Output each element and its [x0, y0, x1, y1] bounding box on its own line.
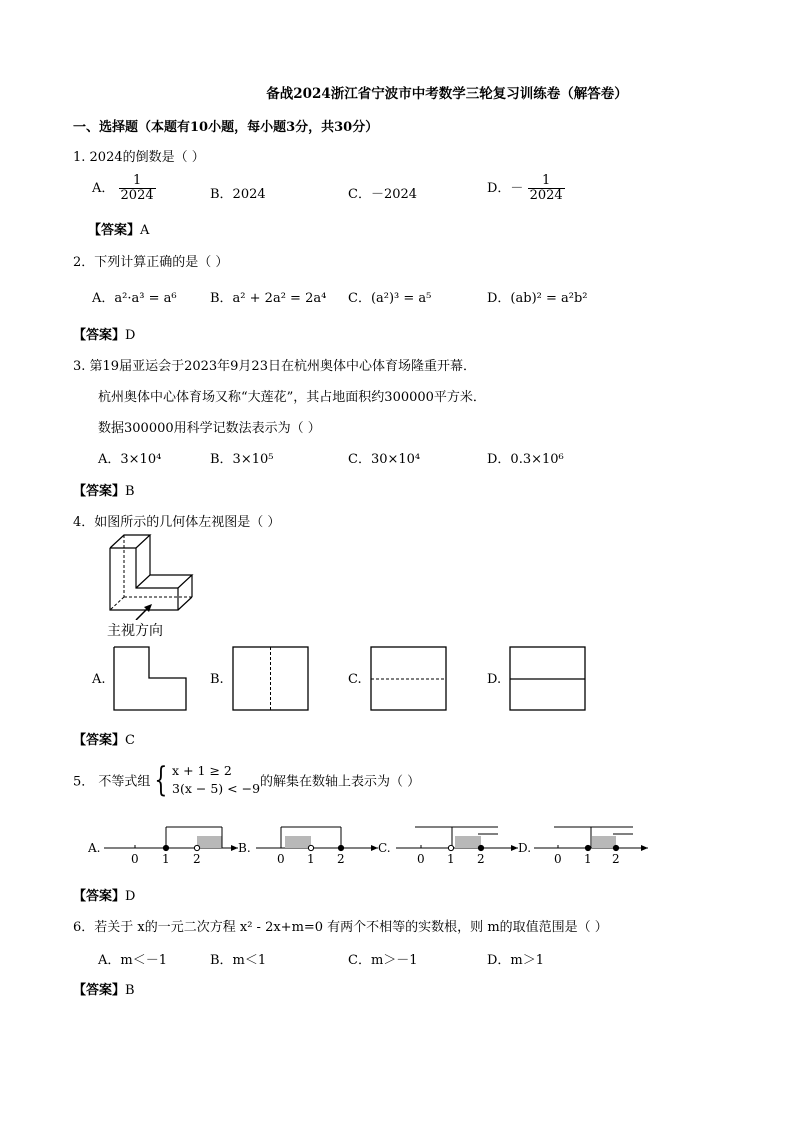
hidden-depth-edge [110, 597, 124, 610]
q5-option-label: D. [518, 841, 532, 855]
q4-option-a-figure [113, 646, 187, 711]
top-face-upper [110, 535, 150, 548]
q3-answer [73, 480, 135, 499]
q1-option-d-label: D．－ [487, 181, 524, 196]
q3-option-d: D．0.3×10⁶ [487, 452, 564, 467]
q4-option-d-label: D. [487, 672, 502, 687]
endpoint-dot [163, 845, 168, 850]
q1-option-d-fraction [528, 174, 565, 203]
q4-option-b-figure [232, 646, 309, 711]
q5-option-label: A. [88, 841, 101, 855]
endpoint-dot [448, 845, 453, 850]
question-3-line-2: 杭州奥体中心体育场又称“大莲花”，其占地面积约300000平方米． [98, 390, 486, 405]
q1-d-denominator: 2024 [529, 188, 563, 203]
q6-option-a: A．m＜－1 [98, 953, 167, 968]
question-2-stem: 2．下列计算正确的是（ ） [73, 255, 229, 270]
question-1-stem: 1. 2024的倒数是（ ） [73, 150, 205, 165]
section-heading: 一、选择题（本题有10小题，每小题3分，共30分） [73, 120, 379, 135]
q4-solid-figure [100, 528, 210, 620]
answer-prefix: 【答案】 [73, 889, 126, 904]
answer-prefix: 【答案】 [73, 983, 126, 998]
q5-stem-post: 的解集在数轴上表示为（ ） [260, 774, 421, 790]
arrow-head-icon [641, 845, 648, 851]
q5-inequality-system [172, 762, 260, 798]
question-4-stem: 4．如图所示的几何体左视图是（ ） [73, 515, 281, 530]
tick-label: 0 [131, 852, 139, 866]
q5-answer-value: D [125, 889, 136, 904]
question-6-stem: 6．若关于 x的一元二次方程 x² - 2x+m=0 有两个不相等的实数根，则 m的取值范围是（ ） [73, 920, 608, 935]
q1-option-d [487, 174, 565, 203]
q6-option-c: C．m＞－1 [348, 953, 418, 968]
solution-shade [592, 836, 616, 848]
q1-answer [88, 219, 149, 238]
q3-option-a: A．3×10⁴ [98, 452, 162, 467]
q3-answer-value: B [125, 484, 135, 499]
tick-label: 0 [277, 852, 285, 866]
q1-option-c: C．－2024 [348, 187, 418, 202]
endpoint-dot [478, 845, 483, 850]
q2-answer-value: D [125, 328, 136, 343]
answer-prefix: 【答案】 [88, 223, 141, 238]
q6-option-b: B．m＜1 [210, 953, 267, 968]
q5-option-label: C. [378, 841, 391, 855]
q5-stem-pre: 5． 不等式组 [73, 774, 151, 790]
q4-option-d-figure [509, 646, 586, 711]
q6-answer [73, 979, 135, 998]
q4-option-b-label: B. [210, 672, 224, 687]
q1-a-denominator: 2024 [120, 188, 154, 203]
endpoint-dot [613, 845, 618, 850]
q1-option-a-fraction [119, 174, 156, 203]
tick-label: 2 [612, 852, 620, 866]
endpoint-dot [585, 845, 590, 850]
q2-option-a: A．a²·a³ = a⁶ [92, 291, 177, 306]
arrow-head-icon [231, 845, 238, 851]
bottom-right-edge [178, 597, 192, 610]
tick-label: 1 [162, 852, 170, 866]
question-3-line-3: 数据300000用科学记数法表示为（ ） [98, 421, 321, 436]
answer-prefix: 【答案】 [73, 733, 126, 748]
q6-answer-value: B [125, 983, 135, 998]
solution-shade [285, 836, 311, 848]
q6-option-d: D．m＞1 [487, 953, 545, 968]
q3-option-b: B．3×10⁵ [210, 452, 274, 467]
q5-answer [73, 885, 135, 904]
endpoint-dot [194, 845, 199, 850]
q2-option-c: C．(a²)³ = a⁵ [348, 291, 432, 306]
tick-label: 0 [417, 852, 425, 866]
q1-option-b: B．2024 [210, 187, 266, 202]
answer-prefix: 【答案】 [73, 484, 126, 499]
top-face-lower [136, 575, 192, 588]
q1-option-a [92, 174, 156, 203]
answer-prefix: 【答案】 [73, 328, 126, 343]
q2-option-d: D．(ab)² = a²b² [487, 291, 588, 306]
q4-answer [73, 729, 135, 748]
q1-d-numerator: 1 [528, 174, 565, 189]
q4-option-c-figure [370, 646, 447, 711]
arrow-head-icon [371, 845, 378, 851]
solution-shade [197, 836, 222, 848]
tick-label: 2 [193, 852, 201, 866]
tick-label: 0 [554, 852, 562, 866]
question-3-line-1: 3. 第19届亚运会于2023年9月23日在杭州奥体中心体育场隆重开幕． [73, 359, 476, 374]
arrow-head-icon [511, 845, 518, 851]
q5-inequality-2: 3(x − 5) < −9 [172, 781, 261, 796]
brace-icon: { [154, 760, 168, 800]
q5-option-label: B. [238, 841, 251, 855]
tick-label: 1 [584, 852, 592, 866]
q5-inequality-1: x + 1 ≥ 2 [172, 763, 232, 778]
endpoint-dot [338, 845, 343, 850]
tick-label: 1 [447, 852, 455, 866]
q1-option-a-label: A． [92, 181, 115, 196]
solution-shade [455, 836, 481, 848]
q2-option-b: B．a² + 2a² = 2a⁴ [210, 291, 327, 306]
q4-answer-value: C [125, 733, 135, 748]
q3-option-c: C．30×10⁴ [348, 452, 421, 467]
endpoint-dot [308, 845, 313, 850]
question-5-stem [73, 762, 420, 798]
tick-label: 2 [477, 852, 485, 866]
q1-answer-value: A [140, 223, 150, 238]
tick-label: 1 [307, 852, 315, 866]
q5-number-lines [88, 822, 668, 868]
q1-a-numerator: 1 [119, 174, 156, 189]
q4-option-c-label: C. [348, 672, 362, 687]
page-title: 备战2024浙江省宁波市中考数学三轮复习训练卷（解答卷） [266, 86, 628, 102]
tick-label: 2 [337, 852, 345, 866]
q4-option-a-label: A. [92, 672, 106, 687]
q4-view-caption: 主视方向 [107, 623, 163, 639]
q2-answer [73, 324, 135, 343]
